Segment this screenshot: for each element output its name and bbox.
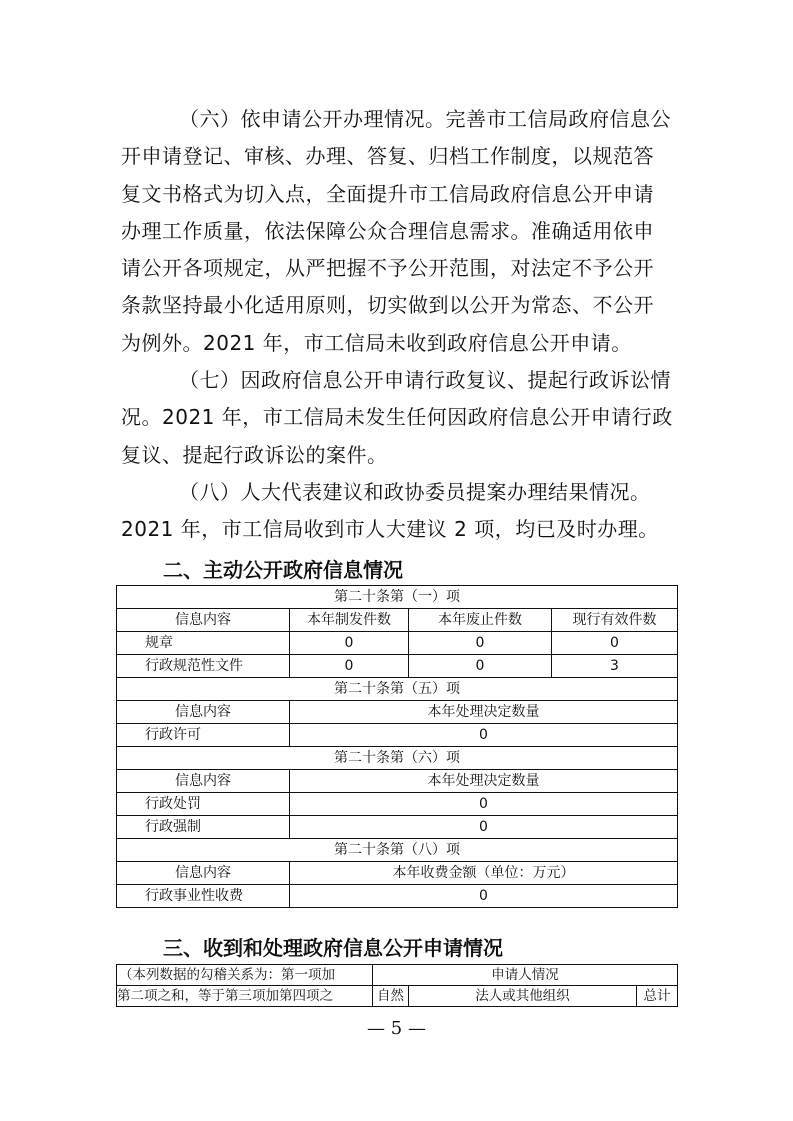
column-header: 本年制发件数 [290, 609, 409, 632]
table-header-row [117, 986, 678, 1007]
paragraph-line: 条款坚持最小化适用原则，切实做到以公开为常态、不公开 [121, 293, 654, 318]
paragraph-apply-handling [121, 101, 681, 362]
table-header-row [117, 701, 678, 724]
column-header: 本年收费金额（单位：万元） [290, 862, 678, 885]
cell-value: 0 [409, 655, 552, 678]
column-header: 本年处理决定数量 [290, 770, 678, 793]
table-row [117, 793, 678, 816]
table-row [117, 655, 678, 678]
section-title: 第二十条第（五）项 [117, 678, 678, 701]
cell-value: 0 [290, 724, 678, 747]
paragraph-line: 开申请登记、审核、办理、答复、归档工作制度，以规范答 [121, 144, 654, 169]
table-header-row [117, 965, 678, 986]
paragraph-review-litigation [121, 362, 681, 474]
section-heading-proactive-disclosure: 二、主动公开政府信息情况 [163, 558, 403, 582]
column-header: 信息内容 [117, 609, 290, 632]
cell-value: 0 [552, 632, 678, 655]
row-label: 行政事业性收费 [117, 885, 290, 908]
legal-entity-header: 法人或其他组织 [409, 986, 637, 1007]
paragraph-line: 为例外。2021 年，市工信局未收到政府信息公开申请。 [121, 330, 632, 355]
paragraph-line: 复文书格式为切入点，全面提升市工信局政府信息公开申请 [121, 181, 654, 206]
section-title: 第二十条第（六）项 [117, 747, 678, 770]
column-header: 信息内容 [117, 701, 290, 724]
relation-note-line: 第二项之和，等于第三项加第四项之 [117, 986, 373, 1007]
section-title: 第二十条第（八）项 [117, 839, 678, 862]
row-label: 行政强制 [117, 816, 290, 839]
paragraph-proposals [121, 474, 681, 549]
section-heading-applications: 三、收到和处理政府信息公开申请情况 [163, 936, 503, 960]
paragraph-line: （七）因政府信息公开申请行政复议、提起行政诉讼情 [179, 368, 671, 392]
applicant-header: 申请人情况 [373, 965, 678, 986]
cell-value: 0 [290, 793, 678, 816]
cell-value: 0 [409, 632, 552, 655]
section-title: 第二十条第（一）项 [117, 586, 678, 609]
paragraph-line: （六）依申请公开办理情况。完善市工信局政府信息公 [179, 107, 671, 131]
paragraph-line: 办理工作质量，依法保障公众合理信息需求。准确适用依申 [121, 218, 654, 243]
cell-value: 0 [290, 655, 409, 678]
paragraph-line: 复议、提起行政诉讼的案件。 [121, 442, 388, 467]
paragraph-line: 请公开各项规定，从严把握不予公开范围，对法定不予公开 [121, 256, 654, 281]
paragraph-line: （八）人大代表建议和政协委员提案办理结果情况。 [179, 480, 651, 504]
table-section-row [117, 747, 678, 770]
paragraph-line: 2021 年，市工信局收到市人大建议 2 项，均已及时办理。 [121, 517, 659, 542]
cell-value: 0 [290, 816, 678, 839]
column-header: 本年处理决定数量 [290, 701, 678, 724]
paragraph-line: 况。2021 年，市工信局未发生任何因政府信息公开申请行政 [121, 405, 673, 430]
cell-value: 0 [290, 885, 678, 908]
natural-person-header: 自然 [373, 986, 409, 1007]
row-label: 行政规范性文件 [117, 655, 290, 678]
page-number: — 5 — [367, 1018, 426, 1039]
column-header: 信息内容 [117, 770, 290, 793]
table-row [117, 724, 678, 747]
table-row [117, 816, 678, 839]
column-header: 本年废止件数 [409, 609, 552, 632]
column-header: 信息内容 [117, 862, 290, 885]
total-header: 总计 [637, 986, 678, 1007]
table-header-row [117, 609, 678, 632]
cell-value: 3 [552, 655, 678, 678]
proactive-disclosure-table [116, 585, 678, 908]
table-header-row [117, 862, 678, 885]
row-label: 行政处罚 [117, 793, 290, 816]
row-label: 行政许可 [117, 724, 290, 747]
table-row [117, 632, 678, 655]
table-section-row [117, 678, 678, 701]
table-header-row [117, 770, 678, 793]
relation-note-line: （本列数据的勾稽关系为：第一项加 [117, 965, 373, 986]
applications-table [116, 964, 678, 1007]
cell-value: 0 [290, 632, 409, 655]
table-row [117, 885, 678, 908]
table-section-row [117, 839, 678, 862]
row-label: 规章 [117, 632, 290, 655]
table-section-row [117, 586, 678, 609]
column-header: 现行有效件数 [552, 609, 678, 632]
